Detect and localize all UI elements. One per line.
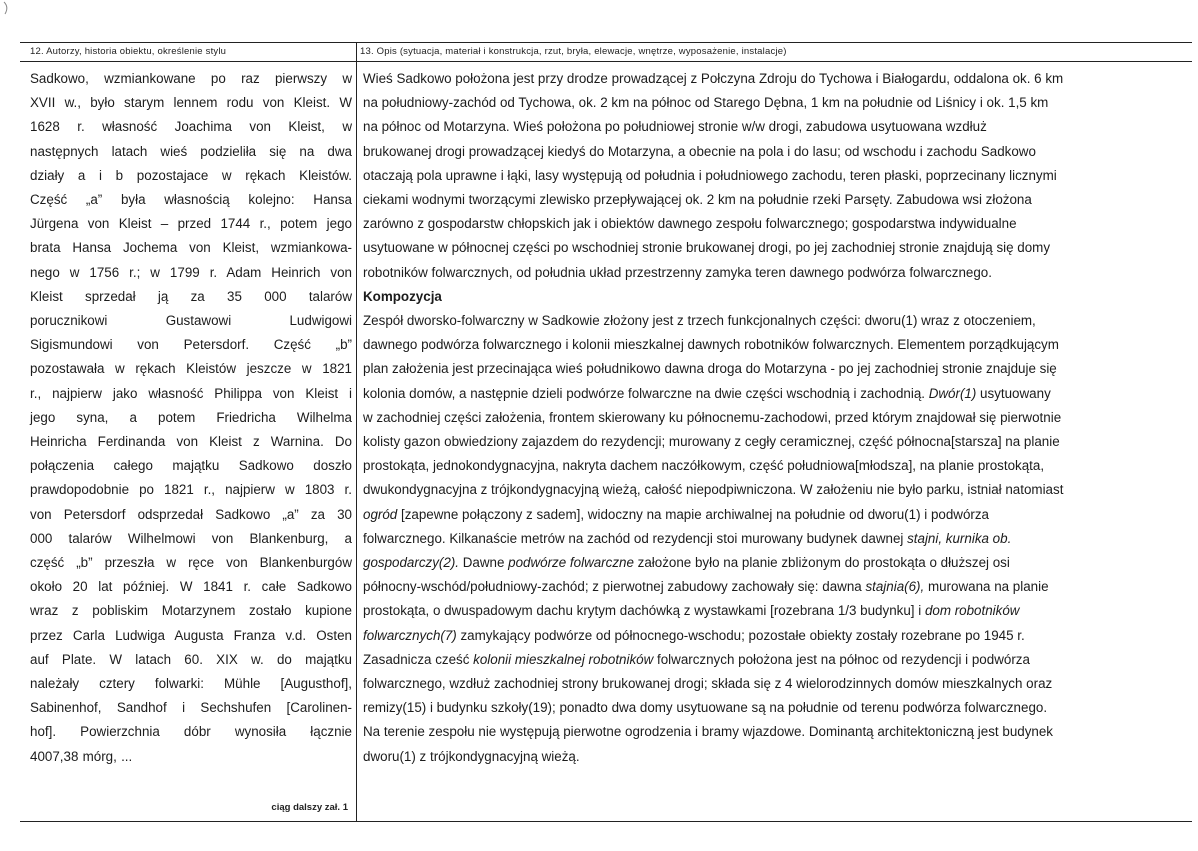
composition-text-line: w zachodniej części założenia, frontem skierowany ku północnemu-zachodowi, przed którym znajdował się pierwotnie: [363, 409, 1062, 425]
location-text-line: robotników folwarcznych, od południa układ przestrzenny zamyka teren dawnego podwórza folwarcznego.: [363, 264, 992, 280]
composition-text-line: Na terenie zespołu nie występują pierwotne ogrodzenia i bramy wjazdowe. Dominantą architektoniczną jest budynek: [363, 724, 1053, 740]
description-column-header: 13. Opis (sytuacja, materiał i konstrukcja, rzut, bryła, elewacje, wnętrze, wyposażenie, instalacje): [357, 43, 1192, 62]
composition-text-line: gospodarczy(2). Dawne podwórze folwarczne założone było na planie zbliżonym do prostokąta o dłuższej osi: [363, 555, 1010, 571]
description-text: [363, 67, 1188, 769]
italic-term: gospodarczy(2).: [363, 555, 460, 571]
history-text-line: hof]. Powierzchnia dóbr wynosiła łącznie: [30, 724, 352, 740]
composition-text-line: folwarcznego. Kilkanaście metrów na zachód od rezydencji stoi murowany budynek dawnej stajni, kurnika ob.: [363, 530, 1012, 546]
composition-paragraph: [363, 309, 1188, 769]
composition-text-line: kolisty gazon obwiedziony zajazdem do rezydencji; murowany z cegły ceramicznej, część północna[starsza] na planie: [363, 434, 1060, 450]
history-text-line: 1628 r. własność Joachima von Kleist, w: [30, 119, 352, 135]
history-column: [20, 43, 357, 821]
location-text-line: na południowy-zachód od Tychowa, ok. 2 km na północ od Starego Dębna, 1 km na południe od Liśnicy i ok. 1,5 km: [363, 95, 1049, 111]
composition-text-line: północny-wschód/południowy-zachód; z pierwotnej zabudowy zachowały się: dawna stajnia(6), murowana na planie: [363, 579, 1049, 595]
italic-term: Dwór(1): [928, 385, 977, 401]
history-text-line: porucznikowi Gustawowi Ludwigowi: [30, 313, 352, 329]
history-text-line: Sadkowo, wzmiankowane po raz pierwszy w: [30, 71, 352, 86]
history-text-line: połączenia całego majątku Sadkowo doszło: [30, 458, 352, 474]
composition-text-line: dawnego podwórza folwarcznego i kolonii mieszkalnej dawnych robotników folwarcznych. Elementem porządkującym: [363, 337, 1059, 353]
composition-text-line: Zasadnicza cześć kolonii mieszkalnej robotników folwarcznych położona jest na północ od rezydencji i podwórza: [363, 651, 1030, 667]
history-text-line: Kleist sprzedał ją za 35 000 talarów: [30, 288, 352, 304]
history-text-line: Sigismundowi von Petersdorf. Część „b”: [30, 337, 352, 353]
history-text-line: pozostawała w rękach Kleistów jeszcze w 1821: [30, 361, 352, 377]
composition-text-line: kolonia domów, a następnie dzieli podwórze folwarczne na dwie części wschodnią i zachodnią. Dwór(1) usytuowany: [363, 385, 1051, 401]
continuation-note: ciąg dalszy zał. 1: [271, 802, 348, 813]
composition-text-line: Zespół dworsko-folwarczny w Sadkowie złożony jest z trzech funkcjonalnych części: dworu(1) wraz z otoczeniem,: [363, 313, 1036, 329]
italic-term: stajni, kurnika ob.: [907, 530, 1012, 546]
location-text-line: na północ od Motarzyna. Wieś położona po południowej stronie w/w drogi, zabudowa usytuowana wzdłuż: [363, 119, 987, 135]
composition-text-line: ogród [zapewne połączony z sadem], widoczny na mapie archiwalnej na południe od dworu(1) i podwórza: [363, 506, 990, 522]
history-text-line: działy a i b pozostajace w rękach Kleistów.: [30, 167, 352, 183]
composition-text-line: prostokąta, jednokondygnacyjna, nakryta dachem naczółkowym, część południowa[młodsza], na planie prostokąta,: [363, 458, 1045, 474]
italic-term: dom robotników: [924, 603, 1020, 619]
composition-text-line: dwukondygnacyjna z trójkondygnacyjną wieżą, całość niepodpiwniczona. W założeniu nie było parku, istniał natomiast: [363, 482, 1064, 498]
history-text: [30, 67, 352, 769]
corner-scan-mark: [2, 1, 10, 15]
section-heading: Kompozycja: [363, 288, 442, 304]
history-text-line: 000 talarów Wilhelmowi von Blankenburg, a: [30, 530, 352, 546]
history-text-line: Część „a” była własnością kolejno: Hansa: [30, 192, 352, 208]
location-text-line: otaczają pola uprawne i łąki, lasy występują od południa i południowego zachodu, teren płaski, poprzecinany licznymi: [363, 167, 1057, 183]
composition-text-line: plan założenia jest przecinająca wieś południkowo dawna droga do Motarzyna - po jej zachodniej stronie znajduje się: [363, 361, 1057, 377]
location-text-line: brukowanej drogi prowadzącej kiedyś do Motarzyna, a obecnie na pola i do lasu; od wschodu i zachodu Sadkowo: [363, 143, 1036, 159]
history-text-line: jego syna, a potem Friedricha Wilhelma: [30, 409, 352, 425]
italic-term: podwórze folwarczne: [508, 555, 634, 571]
italic-term: ogród: [363, 506, 398, 522]
location-paragraph: [363, 67, 1188, 285]
history-text-line: część „b” przeszła w ręce von Blankenburgów: [30, 555, 352, 571]
history-text-line: wraz z pobliskim Motarzynem zostało kupione: [30, 603, 352, 619]
location-text-line: zarówno z gospodarstw chłopskich jak i obiektów dawnego zespołu folwarcznego; gospodarstwa indywidualne: [363, 216, 1017, 232]
composition-text-line: remizy(15) i budynku szkoły(19); ponadto dwa domy usytuowane są na południe od terenu podwórza folwarcznego.: [363, 700, 1048, 716]
history-column-header: 12. Autorzy, historia obiektu, określenie stylu: [20, 43, 356, 62]
location-text-line: usytuowane w północnej części po wschodniej stronie brukowanej drogi, po jej zachodniej stronie znajdują się domy: [363, 240, 1051, 256]
italic-term: kolonii mieszkalnej robotników: [473, 651, 654, 667]
italic-term: stajnia(6),: [865, 579, 925, 595]
history-text-line: prawdopodobnie po 1821 r., najpierw w 1803 r.: [30, 482, 352, 498]
history-text-line: należały cztery folwarki: Mühle [Augusthof],: [30, 676, 352, 692]
history-text-line: brata Hansa Jochema von Kleist, wzmiankowa-: [30, 240, 352, 256]
composition-text-line: folwarcznych(7) zamykający podwórze od północnego-wschodu; pozostałe obiekty zostały rozebrane po 1945 r.: [363, 627, 1025, 643]
history-text-line: r., najpierw jako własność Philippa von Kleist i: [30, 385, 352, 401]
history-text-line: 4007,38 mórg, ...: [30, 748, 133, 764]
history-text-line: XVII w., było starym lennem rodu von Kleist. W: [30, 95, 352, 111]
composition-text-line: dworu(1) z trójkondygnacyjną wieżą.: [363, 748, 580, 764]
composition-text-line: folwarcznego, wzdłuż zachodniej strony brukowanej drogi; składa się z 4 wielorodzinnych domów mieszkalnych oraz: [363, 676, 1053, 692]
composition-text-line: prostokąta, o dwuspadowym dachu krytym dachówką z wystawkami [rozebrana 1/3 budynku] i dom robotników: [363, 603, 1020, 619]
history-text-line: Jürgena von Kleist – przed 1744 r., potem jego: [30, 216, 352, 232]
history-text-line: auf Plate. W latach 60. XIX w. do majątku: [30, 651, 352, 667]
history-text-line: przez Carla Ludwiga Augusta Franza v.d. Osten: [30, 627, 352, 643]
history-text-line: następnych latach wieś podzieliła się na dwa: [30, 143, 352, 159]
record-card-form: [20, 42, 1192, 822]
location-text-line: Wieś Sadkowo położona jest przy drodze prowadzącej z Połczyna Zdroju do Tychowa i Białogardu, oddalona ok. 6 km: [363, 71, 1064, 86]
italic-term: folwarcznych(7): [363, 627, 457, 643]
history-text-line: von Petersdorf odsprzedał Sadkowo „a” za 30: [30, 506, 352, 522]
location-text-line: ciekami wodnymi tworzącymi zlewisko przepływającej ok. 2 km na południe rzeki Parsęty. Zabudowa wsi złożona: [363, 192, 1032, 208]
description-column: [357, 43, 1192, 821]
history-text-line: około 20 lat później. W 1841 r. całe Sadkowo: [30, 579, 352, 595]
history-text-line: Sabinenhof, Sandhof i Sechshufen [Carolinen-: [30, 700, 352, 716]
history-text-line: Heinricha Ferdinanda von Kleist z Warnina. Do: [30, 434, 352, 450]
history-text-line: nego w 1756 r.; w 1799 r. Adam Heinrich von: [30, 264, 352, 280]
